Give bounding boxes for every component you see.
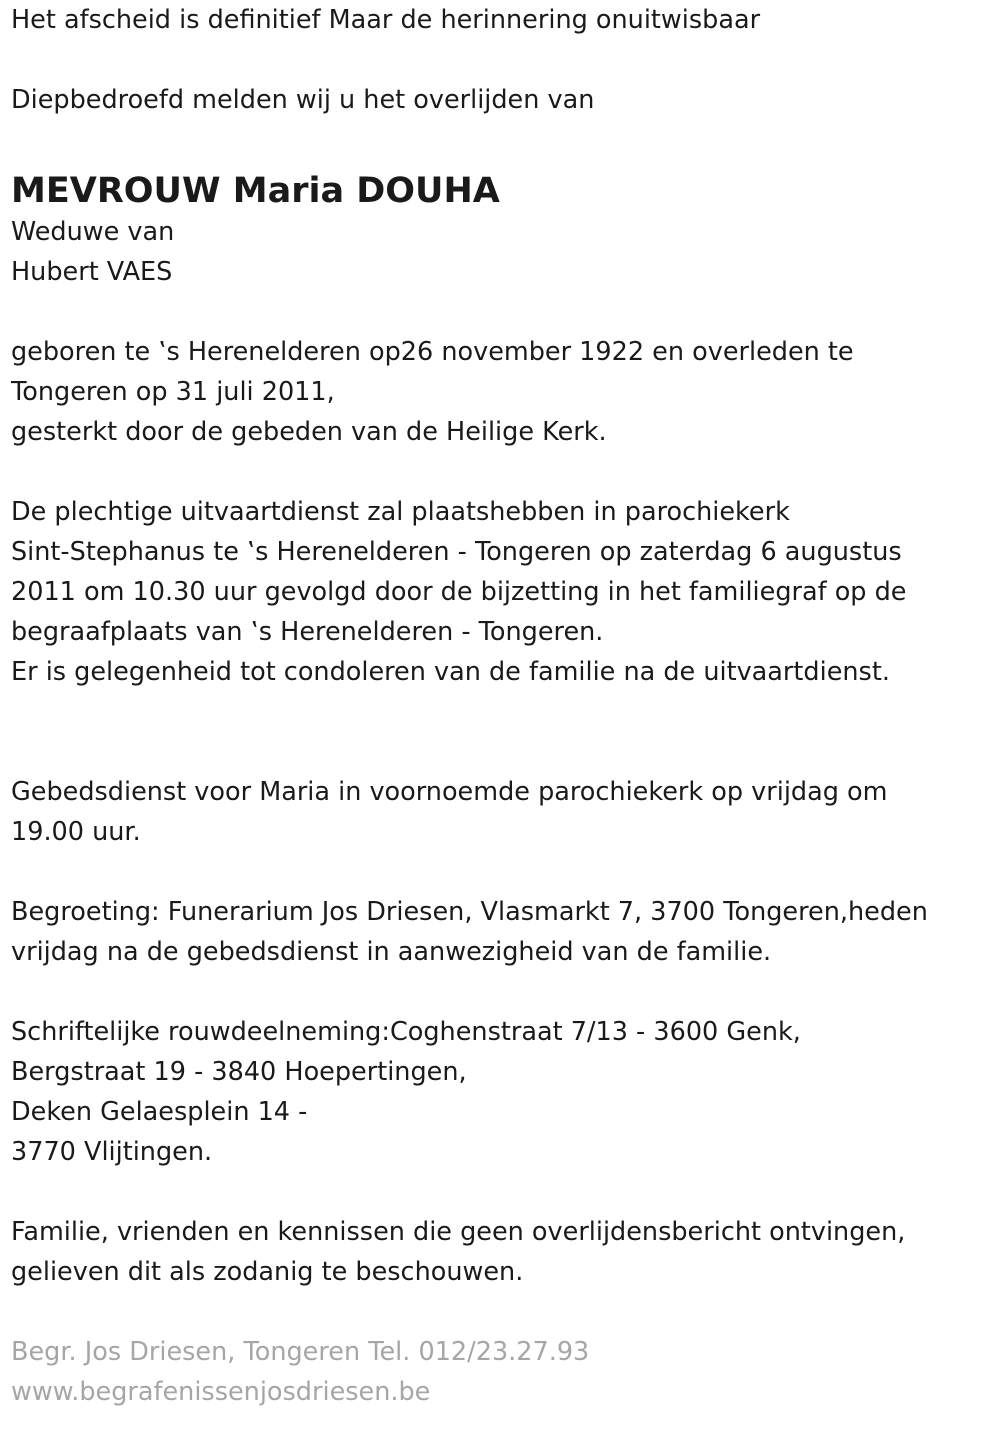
birth-death-paragraph xyxy=(11,332,991,452)
spacer xyxy=(11,120,991,170)
spacer xyxy=(11,292,991,332)
condolences-line: Deken Gelaesplein 14 - xyxy=(11,1097,308,1127)
notice-line: Familie, vrienden en kennissen die geen overlijdensbericht ontvingen, xyxy=(11,1217,906,1247)
opening-line: Het afscheid is definitief Maar de herinnering onuitwisbaar xyxy=(11,5,761,35)
spacer xyxy=(11,692,991,772)
spacer xyxy=(11,452,991,492)
birth-death-line: Tongeren op 31 juli 2011, xyxy=(11,377,335,407)
announcement-line: Diepbedroefd melden wij u het overlijden van xyxy=(11,85,595,115)
condolences-line: Schriftelijke rouwdeelneming:Coghenstraat 7/13 - 3600 Genk, xyxy=(11,1017,801,1047)
prayer-service-line: 19.00 uur. xyxy=(11,817,141,847)
birth-death-line: gesterkt door de gebeden van de Heilige Kerk. xyxy=(11,417,607,447)
visitation-line: vrijdag na de gebedsdienst in aanwezigheid van de familie. xyxy=(11,937,772,967)
spouse-name: Hubert VAES xyxy=(11,257,173,287)
funeral-line: De plechtige uitvaartdienst zal plaatshebben in parochiekerk xyxy=(11,497,790,527)
prayer-service-line: Gebedsdienst voor Maria in voornoemde parochiekerk op vrijdag om xyxy=(11,777,888,807)
obituary-content xyxy=(11,0,991,1412)
notice-line: gelieven dit als zodanig te beschouwen. xyxy=(11,1257,524,1287)
spacer xyxy=(11,1292,991,1332)
funeral-line: Sint-Stephanus te ‛s Herenelderen - Tongeren op zaterdag 6 augustus xyxy=(11,537,902,567)
funeral-paragraph xyxy=(11,492,991,692)
spacer xyxy=(11,972,991,1012)
condolences-line: 3770 Vlijtingen. xyxy=(11,1137,213,1167)
spacer xyxy=(11,40,991,80)
widow-line: Weduwe van xyxy=(11,217,175,247)
spacer xyxy=(11,852,991,892)
footer xyxy=(11,1332,991,1412)
funeral-line: 2011 om 10.30 uur gevolgd door de bijzetting in het familiegraf op de xyxy=(11,577,907,607)
birth-death-line: geboren te ‛s Herenelderen op26 november 1922 en overleden te xyxy=(11,337,854,367)
deceased-name: MEVROUW Maria DOUHA xyxy=(11,171,500,211)
visitation-line: Begroeting: Funerarium Jos Driesen, Vlasmarkt 7, 3700 Tongeren,heden xyxy=(11,897,928,927)
condolences-paragraph xyxy=(11,1012,991,1172)
funeral-line: Er is gelegenheid tot condoleren van de familie na de uitvaartdienst. xyxy=(11,657,890,687)
notice-paragraph xyxy=(11,1212,991,1292)
spacer xyxy=(11,1172,991,1212)
footer-website: www.begrafenissenjosdriesen.be xyxy=(11,1377,431,1407)
condolences-line: Bergstraat 19 - 3840 Hoepertingen, xyxy=(11,1057,467,1087)
footer-contact: Begr. Jos Driesen, Tongeren Tel. 012/23.27.93 xyxy=(11,1337,590,1367)
prayer-service-paragraph xyxy=(11,772,991,852)
funeral-line: begraafplaats van ‛s Herenelderen - Tongeren. xyxy=(11,617,604,647)
visitation-paragraph xyxy=(11,892,991,972)
